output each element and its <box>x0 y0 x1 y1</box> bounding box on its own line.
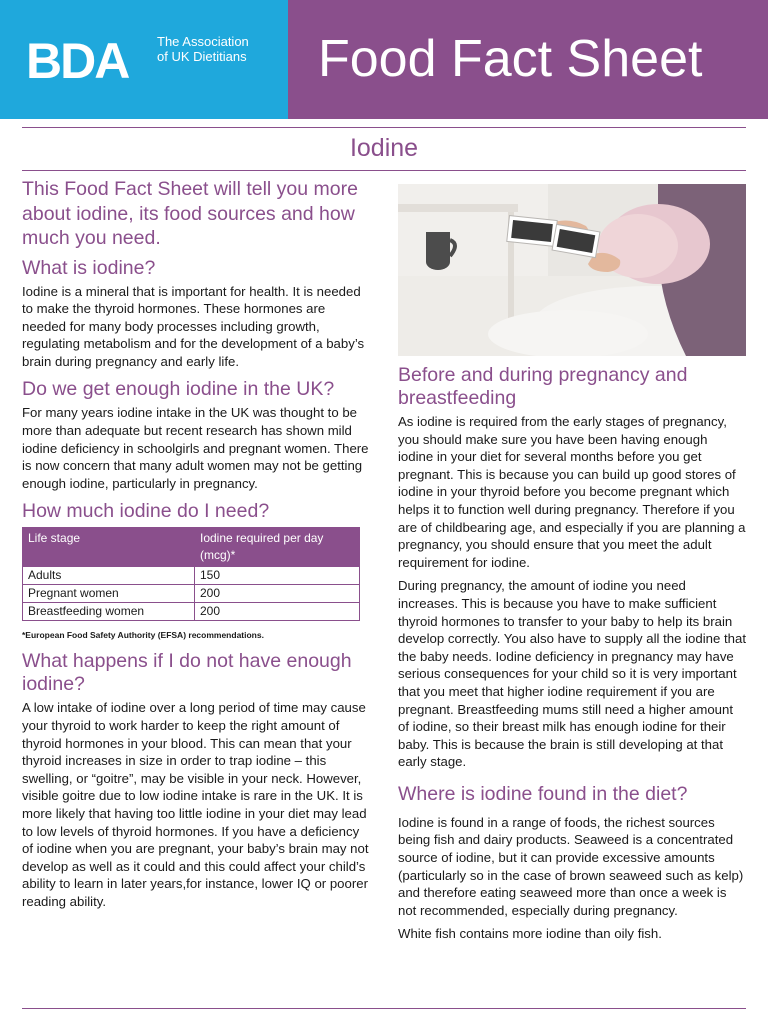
table-footnote: *European Food Safety Authority (EFSA) recommendations. <box>22 630 264 641</box>
title-band <box>288 0 768 119</box>
heading-enough-iodine-uk: Do we get enough iodine in the UK? <box>22 378 335 401</box>
table-header-row <box>23 528 360 567</box>
bda-logo <box>26 34 150 82</box>
tagline-line-2: of UK Dietitians <box>157 49 247 64</box>
table-cell-life-stage: Pregnant women <box>23 585 195 603</box>
bda-logo-text: BDA <box>26 34 129 82</box>
subject-rule <box>22 170 746 171</box>
body-where-iodine-found-2: White fish contains more iodine than oily fish. <box>398 926 662 942</box>
tagline-line-1: The Association <box>157 34 249 49</box>
heading-what-is-iodine: What is iodine? <box>22 256 156 279</box>
body-pregnancy-1: As iodine is required from the early stages of pregnancy, you should make sure you have been having enough iodine in your diet for several months before you get pregnant. This is because you can build up good stores of iodine in your thyroid before you become pregnant which helps it to function well during pregnancy. Therefore if you are of childbearing age, and especially if you are planning a pregnancy, you should ensure that you meet the adult requirement for iodine. <box>398 414 746 570</box>
heading-how-much-iodine: How much iodine do I need? <box>22 500 270 523</box>
pregnant-woman-photo <box>398 184 746 356</box>
body-where-iodine-found-1: Iodine is found in a range of foods, the richest sources being fish and dairy products. Seaweed is a concentrated source of iodine, but it can provide excessive amounts (particularly so in the case of brown seaweed such as kelp) and therefore eating seaweed more than once a week is not recommended, especially during pregnancy. <box>398 814 744 918</box>
table-header-iodine-required: Iodine required per day (mcg)* <box>195 528 360 567</box>
table-cell-iodine: 200 <box>195 585 360 603</box>
table-row <box>23 567 360 585</box>
body-what-is-iodine: Iodine is a mineral that is important for health. It is needed to make the thyroid hormones. These hormones are needed for many body processes including growth, regulating metabolism and for the development of a baby’s brain during pregnancy and early life. <box>22 283 365 369</box>
header <box>0 0 768 119</box>
subject-title: Iodine <box>349 134 419 162</box>
table-header-life-stage: Life stage <box>23 528 195 567</box>
body-pregnancy-2: During pregnancy, the amount of iodine you need increases. This is because you have to make sufficient thyroid hormones to transfer to your baby to help its brain develop correctly. You also have to supply all the iodine that the baby needs. Iodine deficiency in pregnancy may have serious consequences for your child so it is very important that you meet that higher iodine requirement if you are pregnant. Breastfeeding mums still need a higher amount of iodine, so their breast milk has enough iodine for their baby. This is because the brain is still developing at that early stage. <box>398 578 746 770</box>
iodine-requirement-table <box>22 527 360 621</box>
sheet-title: Food Fact Sheet <box>318 30 703 88</box>
table-cell-iodine: 150 <box>195 567 360 585</box>
intro-text: This Food Fact Sheet will tell you more about iodine, its food sources and how much you need. <box>22 178 358 249</box>
table-row <box>23 603 360 621</box>
heading-pregnancy: Before and during pregnancy and breastfeeding <box>398 364 688 409</box>
brand-tagline <box>157 34 249 64</box>
top-rule <box>22 127 746 128</box>
table-row <box>23 585 360 603</box>
brand-panel <box>0 0 288 119</box>
body-enough-iodine-uk: For many years iodine intake in the UK was thought to be more than adequate but recent research has shown mild iodine deficiency in schoolgirls and pregnant women. There is now concern that many adult women may not be getting enough iodine, particularly in pregnancy. <box>22 405 369 491</box>
body-not-enough-iodine: A low intake of iodine over a long period of time may cause your thyroid to work harder to keep the right amount of thyroid hormones in your blood. This can mean that your thyroid increases in size in order to trap iodine – this swelling, or “goitre”, may be visible in your neck. However, visible goitre due to low iodine intake is rare in the UK. It is more likely that having too little iodine in your diet may lead to low levels of thyroid hormones. If you have a deficiency of iodine when you are pregnant, your baby’s brain may not develop as well as it could and this could affect your child’s ability to learn in later years,for instance, lower IQ or poorer reading ability. <box>22 700 369 909</box>
table-cell-life-stage: Adults <box>23 567 195 585</box>
left-column <box>22 177 372 911</box>
bottom-rule <box>22 1008 746 1009</box>
table-cell-iodine: 200 <box>195 603 360 621</box>
heading-where-iodine-found: Where is iodine found in the diet? <box>398 782 688 805</box>
table-cell-life-stage: Breastfeeding women <box>23 603 195 621</box>
heading-not-enough-iodine: What happens if I do not have enough iodine? <box>22 650 352 696</box>
right-column <box>398 364 746 943</box>
